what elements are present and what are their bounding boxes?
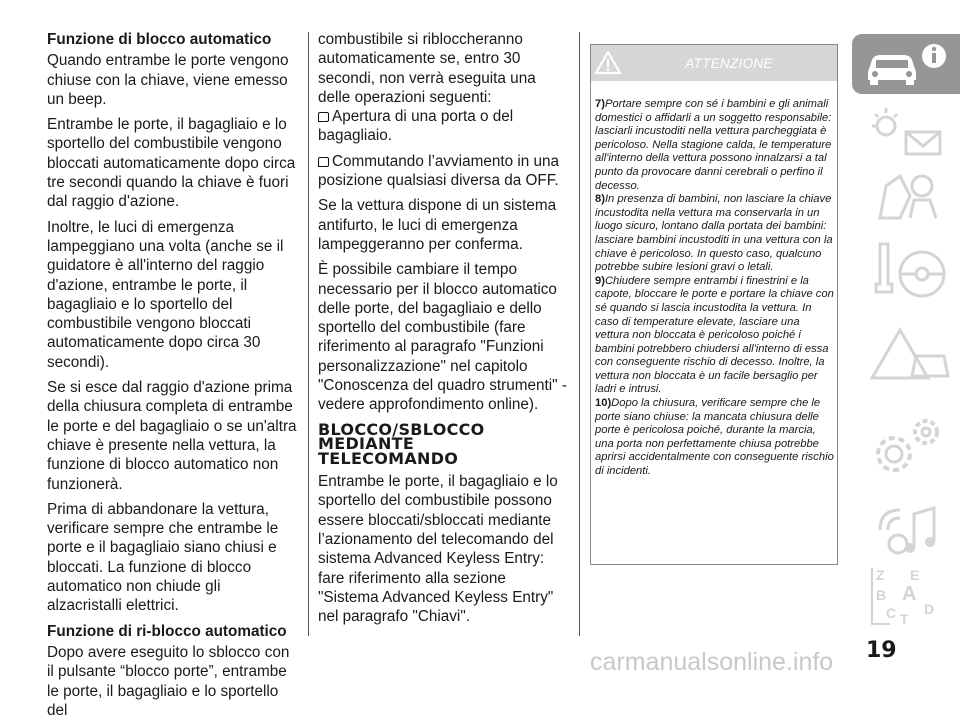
warning-box: [590, 44, 838, 565]
warning-item-number: 9): [595, 274, 605, 287]
bullet-icon: [318, 157, 329, 167]
warning-item-number: 8): [595, 193, 605, 206]
paragraph: Se la vettura dispone di un sistema antifurto, le luci di emergenza lampeggeranno per conferma.: [318, 197, 557, 253]
gears-icon[interactable]: [870, 414, 950, 484]
warning-item-number: 7): [595, 98, 605, 110]
index-letter: D: [924, 601, 935, 617]
column-divider: [579, 32, 580, 636]
alphabet-index-icon[interactable]: [870, 564, 950, 628]
paragraph: Se si esce dal raggio d'azione prima della chiusura completa di entrambe le porte e del bagagliaio o se un'altra chiave è presente nella vettura, la funzione di blocco automatico non funzionerà.: [47, 379, 297, 493]
paragraph: Quando entrambe le porte vengono chiuse con la chiave, viene emesso un beep.: [47, 52, 289, 108]
warning-item: [595, 397, 834, 479]
section-heading-line: BLOCCO/SBLOCCO: [318, 419, 485, 439]
media-nav-icon[interactable]: [870, 496, 950, 566]
airbag-icon[interactable]: [870, 166, 950, 224]
car-info-icon[interactable]: [860, 42, 956, 86]
column-divider: [308, 32, 309, 636]
heading-auto-relock: Funzione di ri-blocco automatico: [47, 622, 287, 640]
bullet-icon: [318, 112, 329, 122]
list-item: [318, 152, 570, 191]
list-item-text: Apertura di una porta o del bagagliaio.: [318, 108, 514, 145]
warning-lights-icon[interactable]: [870, 104, 950, 162]
index-letter: A: [902, 583, 917, 605]
section-heading-line: TELECOMANDO: [318, 448, 459, 468]
index-letter: B: [876, 587, 887, 603]
index-letter: C: [886, 605, 897, 621]
warning-header: [591, 45, 837, 81]
paragraph: Entrambe le porte, il bagagliaio e lo sportello del combustibile vengono bloccati automaticamente dopo circa tre secondi quando la chiave è fuori dal raggio d'azione.: [47, 116, 296, 211]
warning-item: [595, 98, 834, 193]
paragraph: Inoltre, le luci di emergenza lampeggiano una volta (anche se il guidatore è all'interno del raggio d'azione, entrambe le porte, il bagagliaio e lo sportello del combustibile vengono bloccati automaticamente dopo circa 30 secondi).: [47, 218, 284, 371]
watermark-text: carmanualsonline.info: [590, 648, 834, 676]
paragraph: Prima di abbandonare la vettura, verificare sempre che entrambe le porte e il bagagliaio siano chiusi e bloccati. La funzione di blocco automatico non chiude gli alzacristalli elettrici.: [47, 500, 279, 615]
paragraph: È possibile cambiare il tempo necessario per il blocco automatico delle porte, del bagagliaio e dello sportello del combustibile (fare riferimento al paragrafo "Funzioni personalizzazione" nel capitolo "Conoscenza del quadro strumenti" - vedere approfondimento online).: [318, 261, 567, 414]
paragraph: Dopo avere eseguito lo sblocco con il pulsante “blocco porte”, entrambe le porte, il bagagliaio e lo sportello del: [47, 643, 290, 719]
warning-item-number: 10): [595, 397, 612, 410]
warning-item: [595, 275, 834, 397]
index-letter: Z: [876, 567, 885, 583]
index-letter: T: [900, 611, 909, 627]
list-item: [318, 107, 570, 146]
page-number: 19: [866, 638, 897, 663]
warning-body: [591, 81, 837, 479]
hazard-triangle-icon[interactable]: [870, 324, 950, 394]
warning-item-text: Dopo la chiusura, verificare sempre che le porte siano chiuse: la mancata chiusura delle porte è pericolosa poiché, durante la marcia, una porta non perfettamente chiusa potrebbe aprirsi accidentalmente con conseguente rischio di incidenti.: [595, 397, 834, 478]
section-heading: [318, 419, 570, 468]
paragraph: combustibile si riblоccheranno automaticamente se, entro 30 secondi, non verrà eseguita una delle operazioni seguenti:: [318, 31, 536, 106]
steering-key-icon[interactable]: [870, 234, 950, 304]
section-heading-line: MEDIANTE: [318, 434, 415, 454]
warning-item-text: Portare sempre con sé i bambini e gli animali domestici o affidarli a un soggetto responsabile: lasciarli incustoditi nella vettura parcheggiata è pericoloso. Nella stagione calda, le temperature all'interno della vettura possono innalzarsi a tal punto da provocare danni cerebrali o perfino il decesso.: [595, 98, 832, 192]
heading-auto-lock: Funzione di blocco automatico: [47, 31, 272, 48]
warning-item-text: In presenza di bambini, non lasciare la chiave incustodita nella vettura ma conservarla in un luogo sicuro, lontano dalla portata dei bambini: lasciare bambini incustoditi in una vettura con la chiave è pericoloso. In questo caso, qualcuno potrebbe subire lesioni gravi o letali.: [595, 193, 833, 274]
warning-item-text: Chiudere sempre entrambi i finestrini e la capote, bloccare le porte e portare la chiave con sé quando si lascia incustodita la vettura. In caso di temperature elevate, lasciare una vettura non bloccata è pericoloso poiché i bambini potrebbero chiudersi all'interno di essa con conseguente rischio di decesso. Inoltre, la vettura non bloccata è un facile bersaglio per ladri e intrusi.: [595, 274, 834, 396]
index-letter: E: [910, 567, 920, 583]
list-item-text: Commutando l’avviamento in una posizione qualsiasi diversa da OFF.: [318, 152, 560, 190]
warning-item: [595, 193, 834, 275]
paragraph: Entrambe le porte, il bagagliaio e lo sportello del combustibile possono essere bloccati/sbloccati mediante l’azionamento del telecomando del sistema Advanced Keyless Entry: fare riferimento alla sezione "Sistema Advanced Keyless Entry" nel paragrafo "Chiavi".: [318, 473, 558, 626]
text-column-left: [47, 30, 297, 726]
warning-title: ATTENZIONE: [685, 56, 773, 71]
text-column-middle: [318, 30, 570, 633]
